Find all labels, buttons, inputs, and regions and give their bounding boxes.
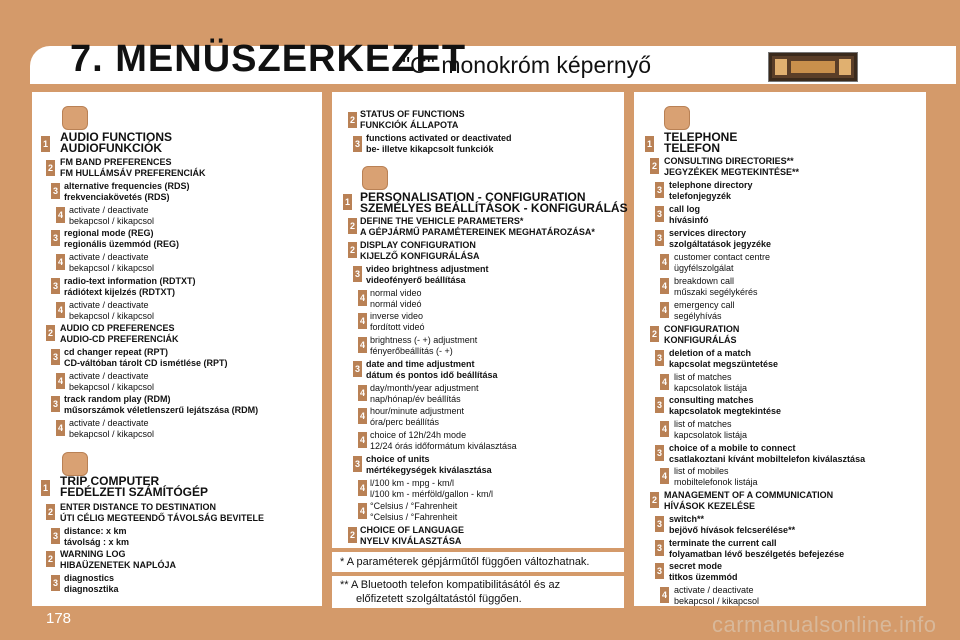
level-badge: 3 <box>655 540 664 556</box>
page-title: 7. MENÜSZERKEZET <box>70 38 467 80</box>
level-badge: 3 <box>353 456 362 472</box>
page-subtitle: "C" monokróm képernyő <box>402 52 651 78</box>
level-badge: 3 <box>51 575 60 591</box>
customer-contact-centre: customer contact centre ügyfélszolgálat <box>674 252 771 273</box>
level-badge: 4 <box>56 254 65 270</box>
secret-mode: secret mode titkos üzemmód <box>669 561 738 582</box>
level-badge: 2 <box>650 492 659 508</box>
vehicle-parameters: DEFINE THE VEHICLE PARAMETERS* A GÉPJÁRMŰ PARAMÉTEREINEK MEGHATÁROZÁSA* <box>360 216 595 237</box>
level-badge: 3 <box>51 528 60 544</box>
consulting-directories: CONSULTING DIRECTORIES** JEGYZÉKEK MEGTEKINTÉSE** <box>664 156 800 177</box>
level-badge: 3 <box>51 349 60 365</box>
warning-log: WARNING LOG HIBAÜZENETEK NAPLÓJA <box>60 549 177 570</box>
trip-computer-title: TRIP COMPUTER FEDÉLZETI SZÁMÍTÓGÉP <box>60 474 209 499</box>
level-badge: 3 <box>655 445 664 461</box>
configuration: CONFIGURATION KONFIGURÁLÁS <box>664 324 740 345</box>
choice-of-mobile: choice of a mobile to connect csatlakoztani kívánt mobiltelefon kiválasztása <box>669 443 866 464</box>
cd-changer-repeat: cd changer repeat (RPT) CD-váltóban tárolt CD ismétlése (RPT) <box>64 347 228 368</box>
deletion-of-match: deletion of a match kapcsolat megszüntetése <box>669 348 779 369</box>
footnote-parameters-text: * A paraméterek gépjárműtől függően változhatnak. <box>340 556 590 568</box>
watermark: carmanualsonline.info <box>712 612 937 637</box>
level-badge: 3 <box>655 397 664 413</box>
level-badge: 4 <box>660 374 669 390</box>
activate-option: activate / deactivate bekapcsol / kikapcsol <box>69 371 155 392</box>
level-badge: 2 <box>348 112 357 128</box>
level-badge: 3 <box>655 182 664 198</box>
level-badge: 4 <box>358 290 367 306</box>
call-log: call log hívásinfó <box>669 204 709 225</box>
telephone-title: TELEPHONE TELEFON <box>664 130 738 155</box>
level-badge: 4 <box>56 302 65 318</box>
functions-activated: functions activated or deactivated be- illetve kikapcsolt funkciók <box>366 133 512 154</box>
track-random-play: track random play (RDM) műsorszámok véletlenszerű lejátszása (RDM) <box>64 394 259 415</box>
level-badge: 4 <box>358 432 367 448</box>
temperature-units: °Celsius / °Fahrenheit °Celsius / °Fahrenheit <box>370 501 458 522</box>
level-badge: 1 <box>41 136 50 152</box>
display-configuration: DISPLAY CONFIGURATION KIJELZŐ KONFIGURÁLÁSA <box>360 240 480 261</box>
inverse-video: inverse video fordított videó <box>370 311 425 332</box>
level-badge: 3 <box>51 230 60 246</box>
level-badge: 4 <box>660 254 669 270</box>
level-badge: 3 <box>353 136 362 152</box>
terminate-call: terminate the current call folyamatban lévő beszélgetés befejezése <box>669 538 845 559</box>
footnote-bluetooth <box>332 576 624 608</box>
level-badge: 2 <box>650 158 659 174</box>
telephone-directory: telephone directory telefonjegyzék <box>669 180 753 201</box>
level-badge: 4 <box>358 385 367 401</box>
audio-functions-title: AUDIO FUNCTIONS AUDIOFUNKCIÓK <box>60 130 172 155</box>
level-badge: 4 <box>358 313 367 329</box>
communication-management: MANAGEMENT OF A COMMUNICATION HÍVÁSOK KEZELÉSE <box>664 490 834 511</box>
level-badge: 2 <box>348 242 357 258</box>
level-badge: 2 <box>46 325 55 341</box>
level-badge: 3 <box>655 230 664 246</box>
breakdown-call: breakdown call műszaki segélykérés <box>674 276 758 297</box>
level-badge: 2 <box>46 551 55 567</box>
footnote-bluetooth-line1: ** A Bluetooth telefon kompatibilitásától és az <box>340 579 561 591</box>
monochrome-screen-icon <box>768 52 858 82</box>
brightness-adjustment: brightness (- +) adjustment fényerőbeállítás (- +) <box>370 335 478 356</box>
status-personalisation-panel <box>332 92 628 548</box>
level-badge: 3 <box>353 361 362 377</box>
list-of-matches: list of matches kapcsolatok listája <box>674 419 748 440</box>
audio-trip-panel <box>32 92 322 606</box>
level-badge: 4 <box>358 408 367 424</box>
level-badge: 1 <box>41 480 50 496</box>
level-badge: 3 <box>51 278 60 294</box>
page-number: 178 <box>46 610 72 627</box>
level-badge: 4 <box>660 302 669 318</box>
level-badge: 4 <box>660 278 669 294</box>
level-badge: 4 <box>56 373 65 389</box>
level-badge: 4 <box>358 337 367 353</box>
consumption-units: l/100 km - mpg - km/l l/100 km - mérföld/gallon - km/l <box>370 478 494 499</box>
level-badge: 4 <box>660 421 669 437</box>
activate-option: activate / deactivate bekapcsol / kikapcsol <box>69 205 155 226</box>
personalisation-icon <box>362 166 388 190</box>
normal-video: normal video normál videó <box>370 288 422 309</box>
hour-adjustment: hour/minute adjustment óra/perc beállítás <box>370 406 465 427</box>
emergency-call: emergency call segélyhívás <box>674 300 735 321</box>
choice-of-language: CHOICE OF LANGUAGE NYELV KIVÁLASZTÁSA <box>360 525 465 546</box>
diagnostics: diagnostics diagnosztika <box>64 573 119 594</box>
level-badge: 3 <box>655 516 664 532</box>
trip-computer-icon <box>62 452 88 476</box>
activate-option: activate / deactivate bekapcsol / kikapcsol <box>69 300 155 321</box>
activate-option: activate / deactivate bekapcsol / kikapcsol <box>69 252 155 273</box>
audio-icon <box>62 106 88 130</box>
services-directory: services directory szolgáltatások jegyzéke <box>669 228 772 249</box>
audio-cd-preferences: AUDIO CD PREFERENCES AUDIO-CD PREFERENCIÁK <box>60 323 179 344</box>
distance-value: distance: x km távolság : x km <box>64 526 130 547</box>
level-badge: 3 <box>51 183 60 199</box>
date-time-adjustment: date and time adjustment dátum és pontos idő beállítása <box>366 359 498 380</box>
level-badge: 1 <box>645 136 654 152</box>
list-of-matches: list of matches kapcsolatok listája <box>674 372 748 393</box>
status-of-functions: STATUS OF FUNCTIONS FUNKCIÓK ÁLLAPOTA <box>360 109 465 130</box>
level-badge: 2 <box>650 326 659 342</box>
personalisation-title: PERSONALISATION - CONFIGURATION SZEMÉLYES BEÁLLÍTÁSOK - KONFIGURÁLÁS <box>360 190 628 215</box>
level-badge: 3 <box>655 563 664 579</box>
footnote-parameters <box>332 552 624 572</box>
list-of-mobiles: list of mobiles mobiltelefonok listája <box>674 466 758 487</box>
level-badge: 3 <box>353 266 362 282</box>
level-badge: 2 <box>46 504 55 520</box>
level-badge: 1 <box>343 194 352 210</box>
time-format-choice: choice of 12h/24h mode 12/24 órás időformátum kiválasztása <box>370 430 517 451</box>
level-badge: 4 <box>56 420 65 436</box>
telephone-icon <box>664 106 690 130</box>
choice-of-units: choice of units mértékegységek kiválasztása <box>366 454 492 475</box>
level-badge: 4 <box>358 480 367 496</box>
level-badge: 4 <box>660 587 669 603</box>
level-badge: 3 <box>655 206 664 222</box>
fm-band-preferences: FM BAND PREFERENCES FM HULLÁMSÁV PREFERENCIÁK <box>60 157 206 178</box>
level-badge: 3 <box>51 396 60 412</box>
alternative-frequencies: alternative frequencies (RDS) frekvenciakövetés (RDS) <box>64 181 190 202</box>
telephone-panel <box>634 92 926 606</box>
radio-text-information: radio-text information (RDTXT) rádiótext kijelzés (RDTXT) <box>64 276 196 297</box>
level-badge: 4 <box>358 503 367 519</box>
date-adjustment: day/month/year adjustment nap/hónap/év beállítás <box>370 383 479 404</box>
footnote-bluetooth-line2: előfizetett szolgáltatástól függően. <box>356 593 522 605</box>
level-badge: 3 <box>655 350 664 366</box>
level-badge: 4 <box>56 207 65 223</box>
enter-distance: ENTER DISTANCE TO DESTINATION ÚTI CÉLIG MEGTEENDŐ TÁVOLSÁG BEVITELE <box>60 502 265 523</box>
level-badge: 2 <box>348 527 357 543</box>
activate-option: activate / deactivate bekapcsol / kikapcsol <box>674 585 760 606</box>
level-badge: 2 <box>348 218 357 234</box>
consulting-matches: consulting matches kapcsolatok megtekintése <box>669 395 782 416</box>
video-brightness: video brightness adjustment videofényerő beállítása <box>366 264 489 285</box>
switch-calls: switch** bejövő hívások felcserélése** <box>669 514 796 535</box>
level-badge: 4 <box>660 468 669 484</box>
regional-mode: regional mode (REG) regionális üzemmód (REG) <box>64 228 180 249</box>
activate-option: activate / deactivate bekapcsol / kikapcsol <box>69 418 155 439</box>
level-badge: 2 <box>46 160 55 176</box>
